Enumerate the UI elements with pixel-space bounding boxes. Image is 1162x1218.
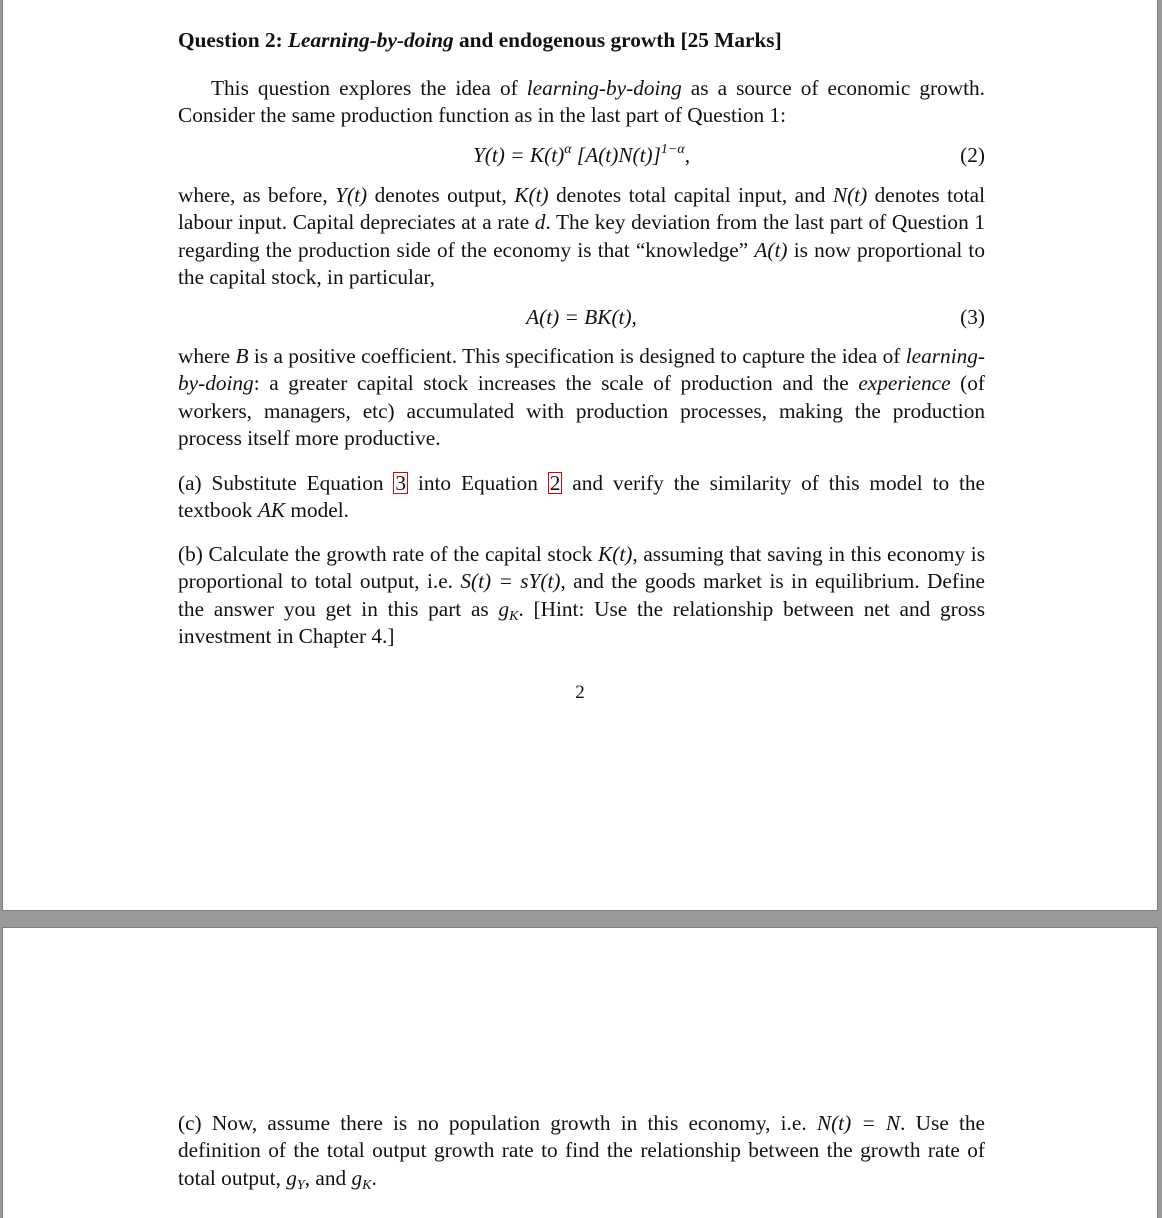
math-subscript: K (362, 1177, 372, 1193)
math-var: B (235, 344, 249, 368)
text-run: as a source of economic growth. Consider the same production function as in the last part of Question 1: (178, 76, 986, 128)
math-var: g (498, 596, 510, 621)
text-run: into Equation (408, 471, 548, 495)
math-var: A(t) (754, 237, 788, 262)
text-run: , assuming that saving in this economy is proportional to total output, i.e. (178, 542, 985, 594)
para2-block (178, 182, 985, 292)
math-subscript: Y (296, 1177, 305, 1193)
text-run: (a) Substitute Equation (178, 471, 394, 495)
math-subscript: K (509, 608, 519, 624)
text-run: This question explores the idea of (211, 76, 527, 100)
part-a-block (178, 470, 985, 525)
math-var: N(t) (832, 183, 868, 207)
part-c-block (178, 1110, 985, 1192)
part-a-paragraph (178, 470, 985, 525)
math-var: AK (257, 498, 286, 523)
math-var: Y(t) (335, 183, 368, 207)
question-heading (178, 28, 782, 53)
equation-3-formula: A(t) = BK(t), (526, 305, 637, 329)
part-b-block (178, 541, 985, 651)
text-italic: learning-by-doing (526, 76, 682, 100)
equation-3 (178, 305, 985, 335)
text-run: model. (285, 498, 349, 523)
equation-2-number: (2) (960, 143, 985, 167)
part-c-paragraph (178, 1110, 985, 1192)
eq-part: , (684, 143, 691, 167)
text-run: : a greater capital stock increases the scale of production and the (253, 371, 859, 396)
eq-exponent: α (564, 142, 572, 157)
eq-part: [A(t)N(t)] (571, 143, 661, 167)
text-run: is a positive coefficient. This specification is designed to capture the idea of (248, 344, 906, 368)
text-run: (of workers, managers, etc) accumulated with production processes, making the production process itself more productive. (178, 371, 985, 451)
math-var: S(t) = sY(t) (460, 569, 561, 594)
document-page-1 (3, 0, 1157, 910)
text-run: where, as before, (178, 183, 336, 207)
text-run: , and (304, 1165, 352, 1190)
equation-2 (178, 143, 985, 173)
para3-block (178, 343, 985, 453)
math-var: K(t) (598, 542, 633, 566)
heading-prefix: Question 2: (178, 28, 289, 52)
heading-title-italic: Learning-by-doing (288, 28, 454, 52)
text-run: . (371, 1165, 377, 1190)
text-run: . Use the definition of the total output growth rate to find the relationship between the growth rate of total output, (178, 1111, 985, 1190)
text-run: , and the goods market is in equilibrium. Define the answer you get in this part as (178, 569, 985, 621)
page-number: 2 (575, 682, 585, 703)
paragraph-2 (178, 182, 985, 292)
equation-2-formula (178, 143, 985, 168)
text-run: . The key deviation from the last part of Question 1 regarding the production side of the economy is that “knowledge” (178, 210, 985, 262)
intro-paragraph-block (178, 75, 985, 130)
text-run: denotes total capital input, and (548, 183, 833, 207)
equation-3-number: (3) (960, 305, 985, 329)
paragraph-3 (178, 343, 985, 453)
equation-2-link[interactable]: 2 (549, 471, 561, 495)
text-run: denotes output, (367, 183, 515, 207)
document-page-2 (3, 928, 1157, 1218)
part-b-paragraph (178, 541, 985, 651)
math-var: g (286, 1165, 297, 1190)
text-run: is now proportional to the capital stock, in particular, (178, 237, 985, 290)
text-run: and verify the similarity of this model to the textbook (178, 471, 986, 523)
text-italic: learning-by-doing (178, 344, 986, 396)
text-run: . [Hint: Use the relationship between net and gross investment in Chapter 4.] (178, 596, 985, 649)
eq-part: Y(t) = K(t) (472, 143, 565, 167)
heading-suffix: and endogenous growth [25 Marks] (453, 28, 782, 52)
math-var: d (534, 210, 546, 235)
text-run: (b) Calculate the growth rate of the capital stock (178, 542, 599, 566)
equation-3-link[interactable]: 3 (395, 471, 407, 495)
math-var: K(t) (514, 183, 549, 207)
text-italic: experience (858, 371, 951, 396)
intro-paragraph (178, 75, 985, 130)
text-run: (c) Now, assume there is no population growth in this economy, i.e. (178, 1111, 817, 1135)
math-var: N(t) = N (816, 1111, 901, 1135)
eq-exponent: 1−α (660, 142, 685, 157)
text-run: denotes total labour input. Capital depreciates at a rate (178, 183, 985, 235)
math-var: g (351, 1165, 363, 1190)
text-run: where (178, 344, 236, 368)
